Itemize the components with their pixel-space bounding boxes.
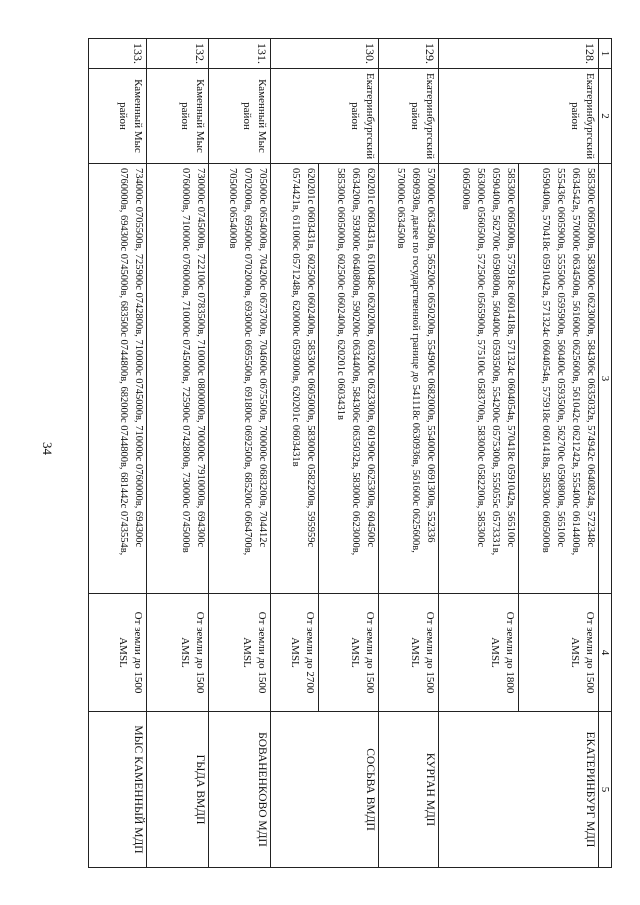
coordinates: 620201с 0603431в, 610048с 0620200в, 603200с 0623300в, 601900с 0625300в, 604500с 0634200в, 593000с 0640800в, 590200с 0634400в, 584306с 0635032в, 583000с 0623000в, 585300с 0605000в, 602500с 0602400в, 620201с 0603431в [319,164,379,594]
row-number: 129. [379,39,439,69]
table-row [519,39,599,868]
airspace-table [88,38,612,867]
zone-name: МЫС КАМЕННЫЙ МДП [89,712,147,868]
row-number: 130. [271,39,379,69]
district: Екатеринбургский район [379,69,439,164]
table-row [147,39,209,868]
zone-name: ГЫДА ВМДП [147,712,209,868]
page-number: 34 [40,442,55,455]
row-number: 132. [147,39,209,69]
coordinates: 585300с 0605000в, 583000с 0623000в, 584306с 0635032в, 574942с 0640824в, 572348с 0634542в, 570000с 0634500в, 561600с 0625600в, 561042с 0621242в, 555400с 0614400в, 555436с 0605900в, 555500с 0595900в, 560400с 0593500в, 562700с 0590800в, 565100с 0590400в, 570418с 0591042в, 571324с 0604054в, 575918с 0601418в, 585300с 0605000в [519,164,599,594]
coordinates: 730000с 0745000в, 722100с 0783500в, 710000с 0800000в, 700000с 7910000в, 694300с 0760000в, 710000с 0760000в, 710000с 0745000в, 725900с 0742800в, 730000с 0745000в [147,164,209,594]
header-cell: 5 [599,712,612,868]
altitude: От земли до 1500 AMSL [89,594,147,712]
coordinates: 734000с 0705500в, 725900с 0742800в, 710000с 0745000в, 710000с 0760000в, 694300с 0760000в, 694300с 0745000в, 683500с 0744800в, 682000с 0744800в, 681442с 0743554в, [89,164,147,594]
district: Каменный Мыс район [209,69,271,164]
table-row [319,39,379,868]
table-row [379,39,439,868]
coordinates: 585300с 0605000в, 575918с 0601418в, 571324с 0604054в, 570418с 0591042в, 565100с 0590400в, 562700с 0590800в, 560400с 0593500в, 554200с 0575300в, 555055с 0573331в, 563000с 0560500в, 572500с 0565900в, 575100с 0583700в, 583000с 0582200в, 585300с 0605000в [439,164,519,594]
header-row [599,39,612,868]
altitude: От земли до 2700 AMSL [271,594,319,712]
district: Каменный Мыс район [147,69,209,164]
altitude: От земли до 1500 AMSL [209,594,271,712]
table-row [89,39,147,868]
zone-name: ЕКАТЕРИНБУРГ МДП [439,712,599,868]
header-cell: 4 [599,594,612,712]
coordinates: 570000с 0634500в, 565200с 0650200в, 554900с 0682000в, 554000с 0691300в, 552336 0690930в, далее по государственной границе до 541118с 0630936в, 561600с 0625600в, 570000с 0634500в [379,164,439,594]
altitude: От земли до 1500 AMSL [379,594,439,712]
row-number: 133. [89,39,147,69]
coordinates: 705000с 0654000в, 704200с 0673700в, 704600с 0675500в, 700000с 0683200в, 704412с 0702000в, 695000с 0702000в, 693000с 0695500в, 691800с 0692500в, 685200с 0664700в, 705000с 0654000в [209,164,271,594]
header-cell: 1 [599,39,612,69]
altitude: От земли до 1800 AMSL [439,594,519,712]
header-cell: 3 [599,164,612,594]
header-cell: 2 [599,69,612,164]
altitude: От земли до 1500 AMSL [519,594,599,712]
coordinates: 620201с 0603431в, 602500с 0602400в, 585300с 0605000в, 583000с 0582200в, 595959с 0574421в, 611006с 0571248в, 620000с 0593000в, 620201с 0603431в [271,164,319,594]
district: Каменный Мыс район [89,69,147,164]
row-number: 128. [439,39,599,69]
district: Екатеринбургский район [271,69,379,164]
table-row [209,39,271,868]
row-number: 131. [209,39,271,69]
zone-name: СОСЬВА ВМДП [271,712,379,868]
district: Екатеринбургский район [439,69,599,164]
zone-name: КУРГАН МДП [379,712,439,868]
zone-name: БОВАНЕНКОВО МДП [209,712,271,868]
altitude: От земли до 1500 AMSL [319,594,379,712]
altitude: От земли до 1500 AMSL [147,594,209,712]
